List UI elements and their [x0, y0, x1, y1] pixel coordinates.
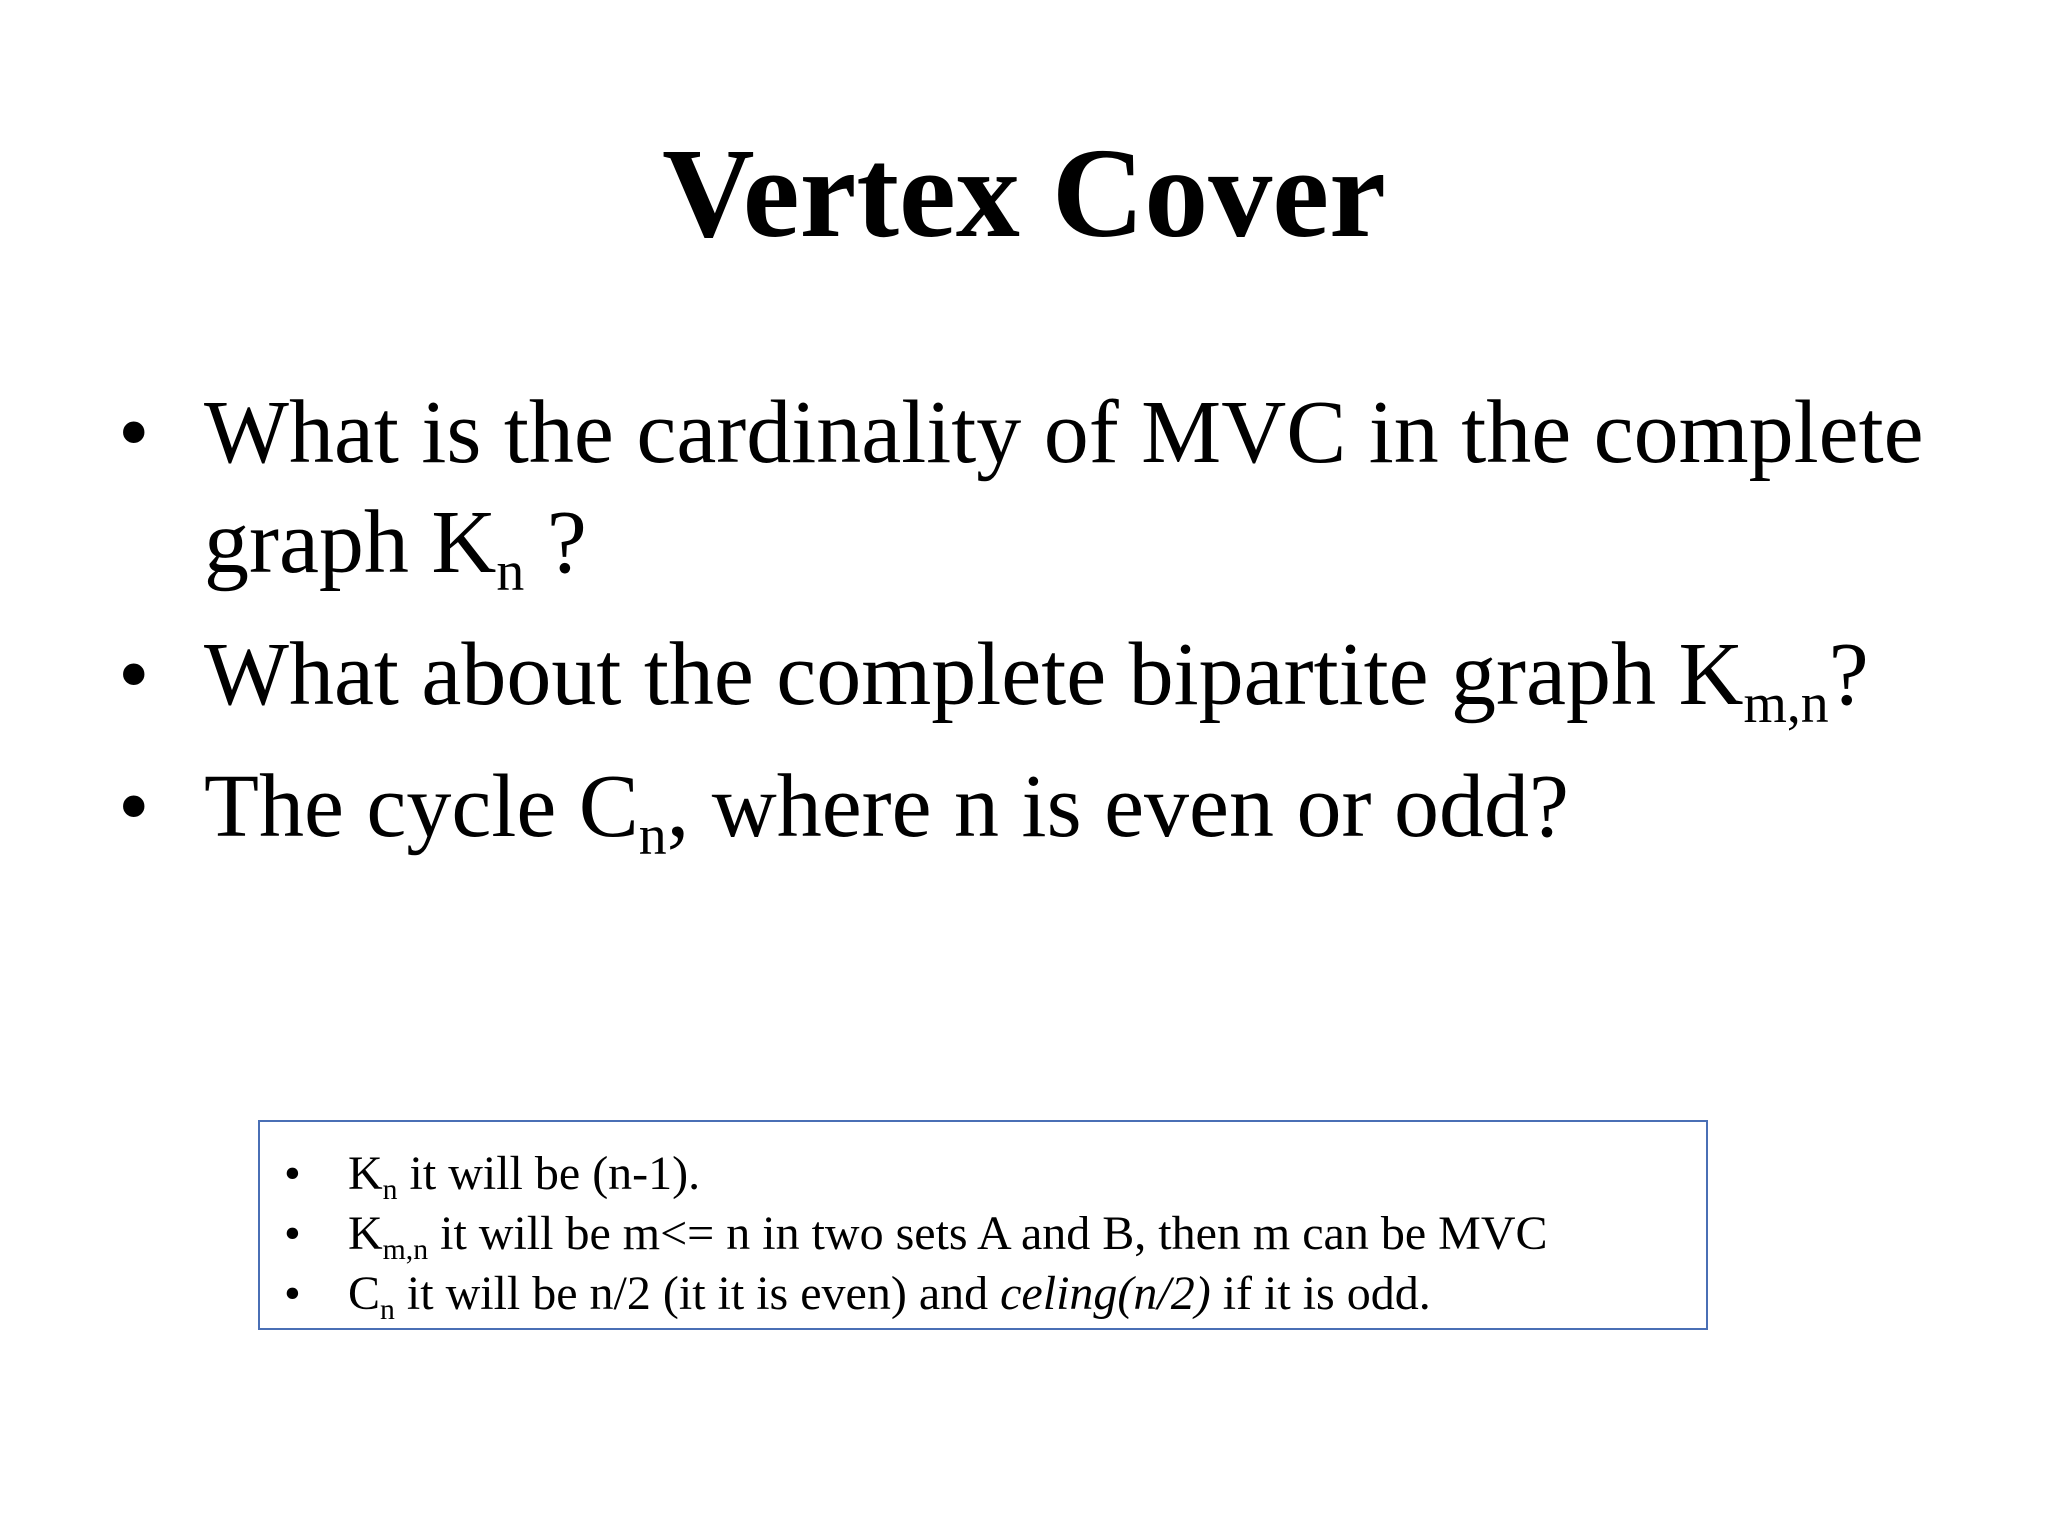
- answer-text: K: [348, 1147, 383, 1200]
- subscript: m,n: [1743, 672, 1829, 735]
- subscript: n: [496, 540, 525, 603]
- subscript: n: [638, 804, 667, 867]
- answer-box: [258, 1120, 1708, 1330]
- bullet-marker: •: [284, 1267, 301, 1320]
- answer-text-end: it will be m<= n in two sets A and B, then m can be MVC: [428, 1207, 1548, 1260]
- bullet-marker: •: [118, 625, 150, 724]
- answer-item-complete-graph: [284, 1144, 1684, 1204]
- answer-text-end: if it is odd.: [1210, 1267, 1431, 1320]
- slide-title: Vertex Cover: [662, 122, 1386, 264]
- bullet-marker: •: [118, 757, 150, 856]
- bullet-marker: •: [284, 1147, 301, 1200]
- subscript: n: [382, 1172, 398, 1206]
- answer-list: [284, 1144, 1684, 1324]
- subscript: n: [380, 1292, 395, 1326]
- bullet-text-end: ?: [524, 493, 587, 592]
- answer-item-cycle-graph: [284, 1264, 1684, 1324]
- bullet-text: The cycle C: [204, 757, 639, 856]
- main-bullet-list: [118, 378, 1998, 884]
- answer-text: K: [348, 1207, 383, 1260]
- bullet-item-bipartite-graph: [118, 620, 1998, 735]
- bullet-item-cycle-graph: [118, 752, 1998, 867]
- answer-italic-text: celing(n/2): [1000, 1267, 1211, 1320]
- bullet-text: What is the cardinality of MVC in the complete graph K: [204, 383, 1924, 592]
- answer-item-bipartite-graph: [284, 1204, 1684, 1264]
- bullet-text-end: ?: [1828, 625, 1869, 724]
- bullet-text: What about the complete bipartite graph K: [204, 625, 1744, 724]
- bullet-marker: •: [284, 1207, 301, 1260]
- answer-text-end: it will be (n-1).: [397, 1147, 701, 1200]
- bullet-text-end: , where n is even or odd?: [666, 757, 1569, 856]
- subscript: m,n: [382, 1232, 429, 1266]
- answer-text: C: [348, 1267, 381, 1320]
- answer-text-mid: it will be n/2 (it it is even) and: [394, 1267, 1001, 1320]
- bullet-marker: •: [118, 383, 150, 482]
- bullet-item-mvc-complete-graph: [118, 378, 1998, 603]
